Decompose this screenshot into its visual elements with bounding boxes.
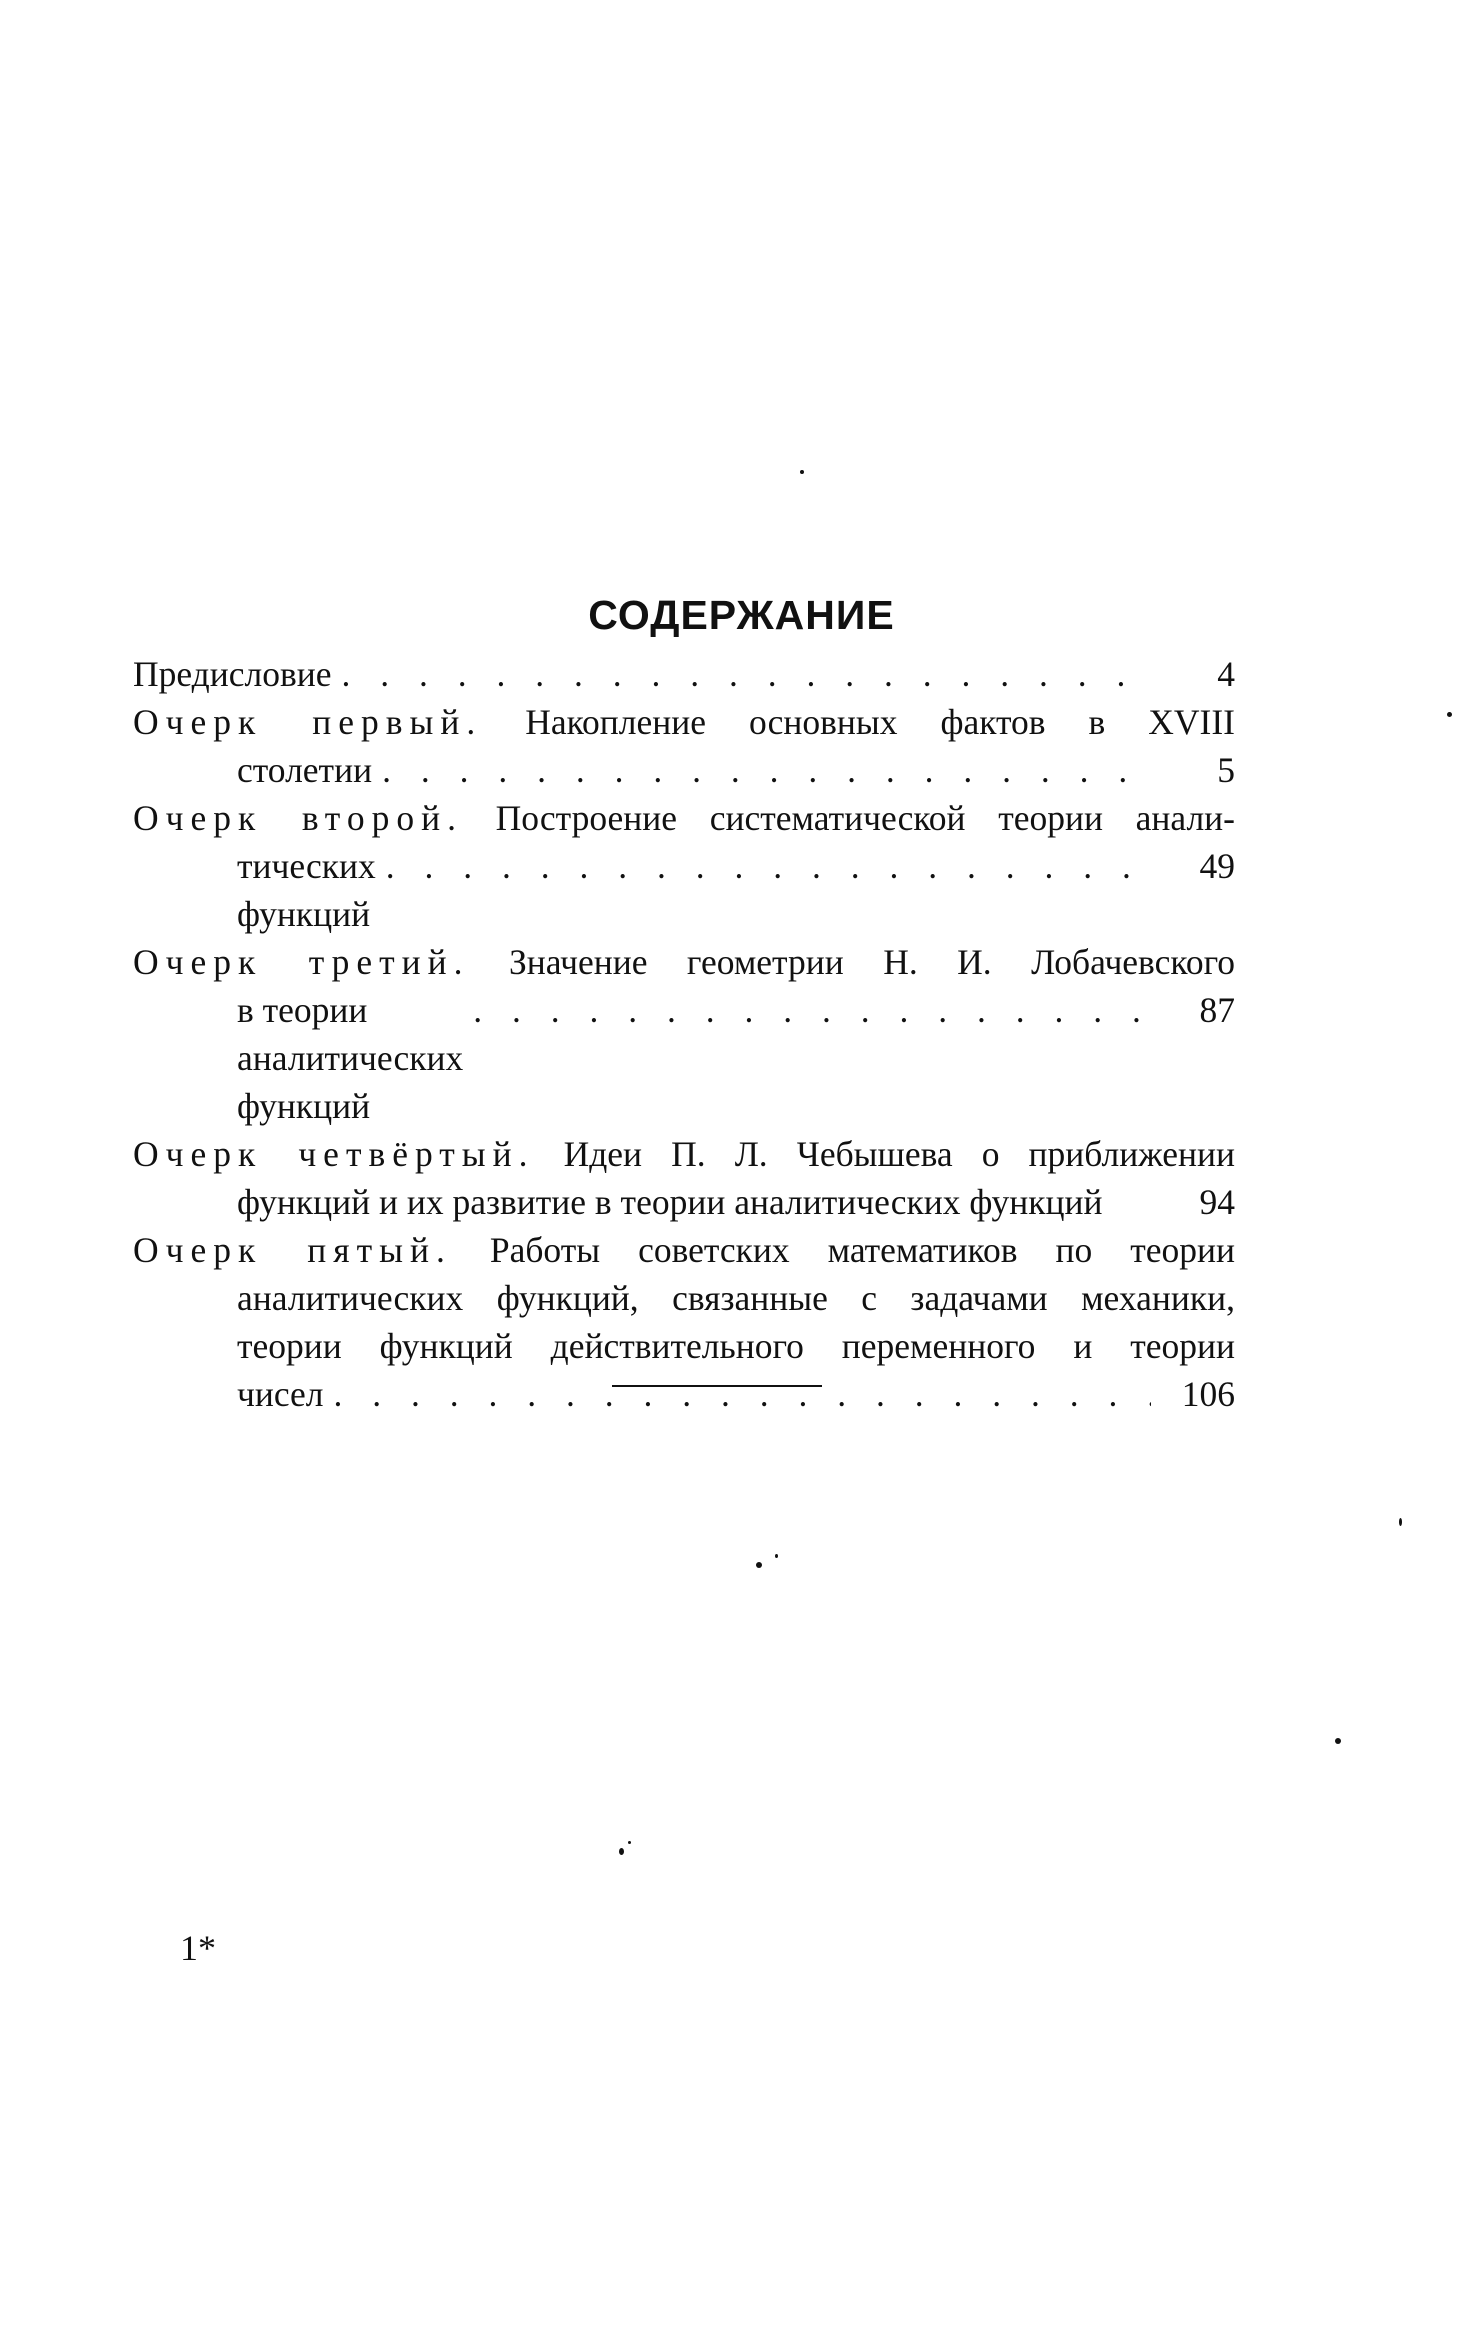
- toc-page-number: 87: [1199, 990, 1235, 1030]
- scan-speck: [619, 1848, 624, 1855]
- toc-page-number: 49: [1199, 846, 1235, 886]
- dot-leader: [341, 650, 1151, 698]
- dot-leader: [473, 986, 1151, 1034]
- toc-page-number: 106: [1181, 1374, 1235, 1414]
- toc-entry-text: в теории аналитических функций: [237, 990, 464, 1126]
- toc-entry-text: теории функций действительного переменного и теории: [237, 1326, 1235, 1366]
- toc-entry-preface: [133, 650, 1309, 698]
- toc-entry-label: Очерк второй.: [133, 798, 463, 838]
- scan-speck: [800, 470, 804, 474]
- page-title: СОДЕРЖАНИЕ: [588, 592, 895, 639]
- toc-entry-text: Предисловие: [133, 654, 332, 694]
- toc-entry-label: Очерк пятый.: [133, 1230, 452, 1270]
- closing-rule: [612, 1385, 822, 1387]
- toc-entry-label: Очерк первый.: [133, 702, 483, 742]
- toc-entry-essay-2: [133, 794, 1309, 938]
- toc-entry-essay-3: [133, 938, 1309, 1130]
- toc-entry-text: Идеи П. Л. Чебышева о приближении: [563, 1134, 1236, 1174]
- dot-leader: [382, 746, 1151, 794]
- toc-entry-text: Построение систематической теории анали-: [495, 798, 1235, 838]
- scan-speck: [628, 1841, 631, 1844]
- toc-entry-text: тических функций: [237, 846, 376, 934]
- table-of-contents: [133, 650, 1309, 1418]
- signature-mark: 1*: [180, 1928, 216, 1968]
- toc-entry-text: Работы советских математиков по теории: [489, 1230, 1235, 1270]
- scan-speck: [1447, 712, 1452, 717]
- toc-entry-text: функций и их развитие в теории аналитических функций: [237, 1182, 1103, 1222]
- toc-entry-essay-4: [133, 1130, 1309, 1226]
- toc-entry-label: Очерк третий.: [133, 942, 470, 982]
- toc-entry-text: Накопление основных фактов в XVIII: [525, 702, 1235, 742]
- toc-page-number: 5: [1217, 750, 1235, 790]
- toc-page-number: 4: [1217, 654, 1235, 694]
- toc-entry-text: чисел: [237, 1374, 324, 1414]
- toc-entry-essay-1: [133, 698, 1309, 794]
- scan-speck: [756, 1562, 762, 1568]
- scan-speck: [775, 1554, 778, 1558]
- dot-leader: [334, 1370, 1151, 1418]
- dot-leader: [386, 842, 1151, 890]
- toc-entry-essay-5: [133, 1226, 1309, 1418]
- scan-speck: [1399, 1518, 1402, 1526]
- scan-speck: [1335, 1738, 1341, 1744]
- toc-page-number: 94: [1199, 1182, 1235, 1222]
- toc-entry-text: аналитических функций, связанные с задачами механики,: [237, 1278, 1235, 1318]
- toc-entry-label: Очерк четвёртый.: [133, 1134, 535, 1174]
- toc-entry-text: Значение геометрии Н. И. Лобачевского: [508, 942, 1235, 982]
- toc-entry-text: столетии: [237, 750, 373, 790]
